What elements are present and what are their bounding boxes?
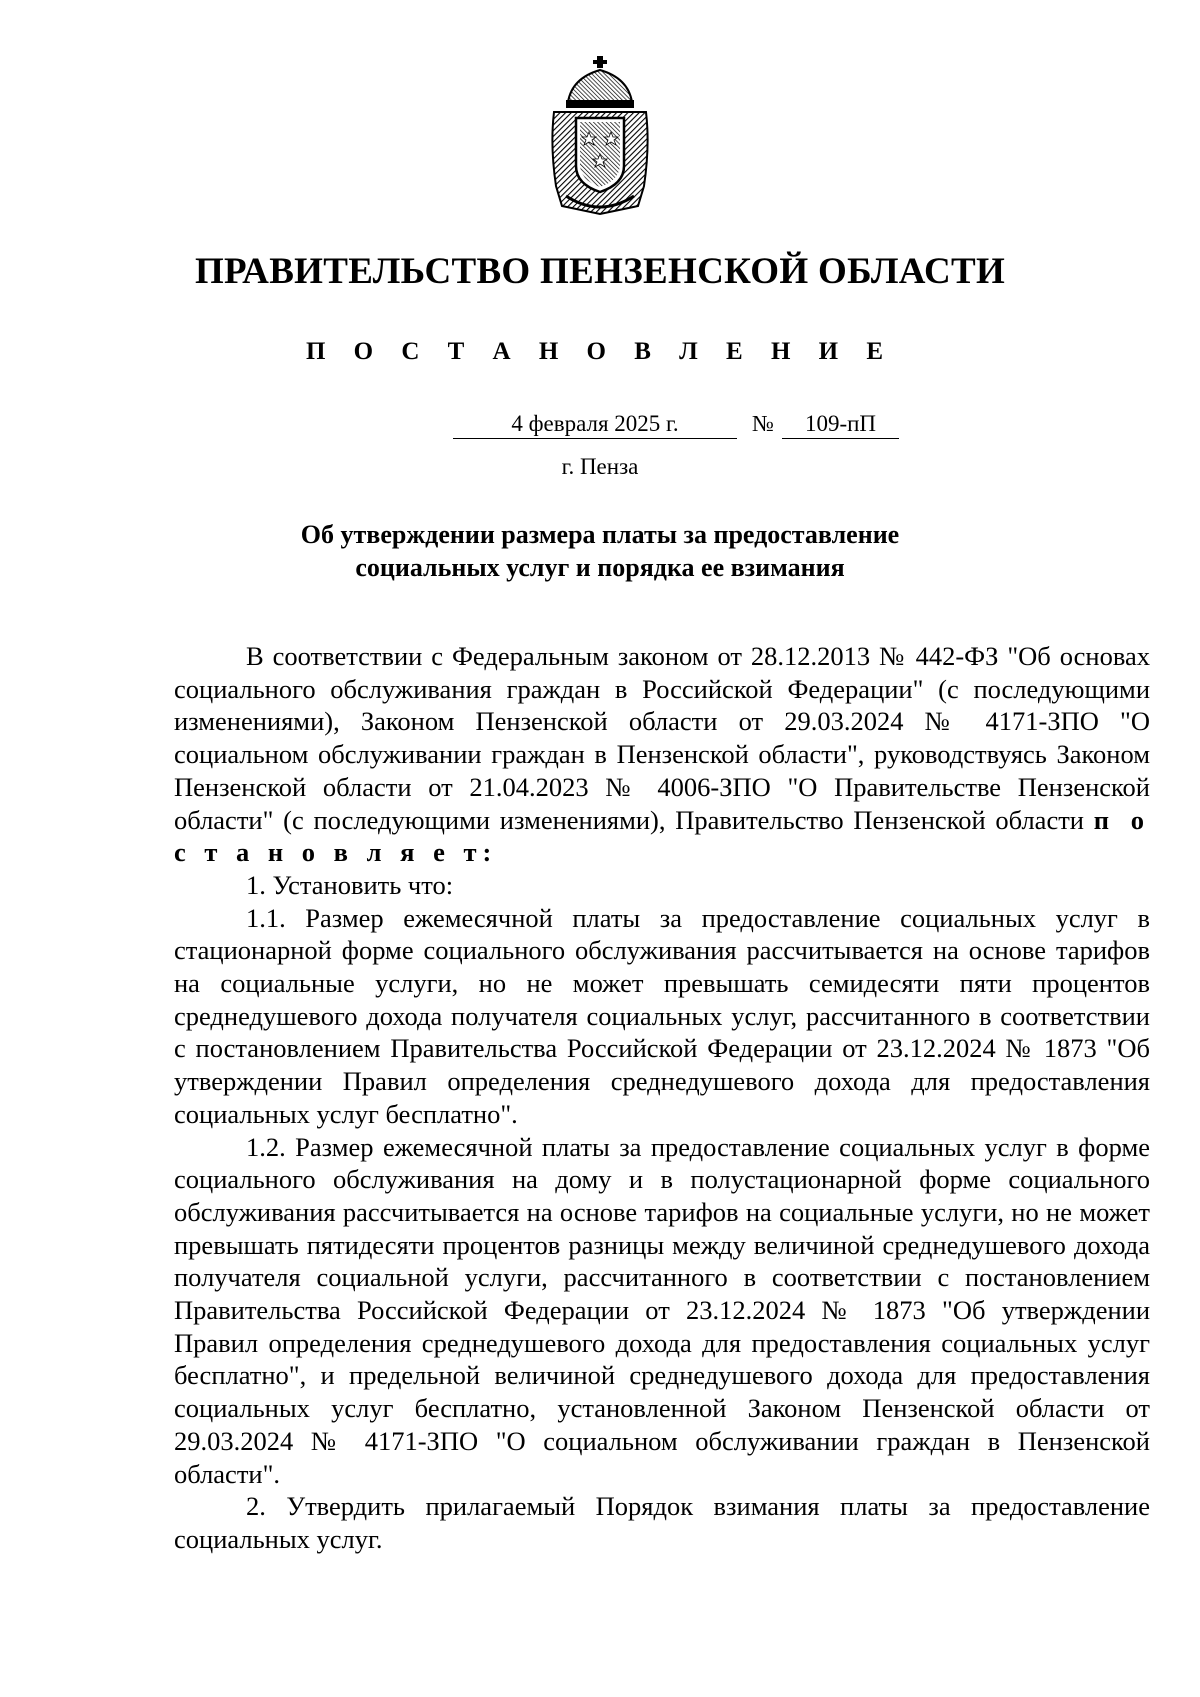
preamble-paragraph [174,640,1150,869]
coat-of-arms-emblem [548,56,652,216]
number-sign: № [752,411,774,436]
document-number: 109-пП [782,410,899,439]
city-line: г. Пенза [561,454,639,479]
item-2-paragraph: 2. Утвердить прилагаемый Порядок взимания платы за предоставление социальных услуг. [174,1491,1150,1554]
document-body [174,640,1150,1556]
organization-heading: ПРАВИТЕЛЬСТВО ПЕНЗЕНСКОЙ ОБЛАСТИ [194,251,1006,292]
preamble-text: В соответствии с Федеральным законом от 28.12.2013 № 442-ФЗ "Об основах социального обслуживания граждан в Российской Федерации" (с последующими изменениями), Законом Пензенской области от 29.03.2024 № 4171-ЗПО "О социальном обслуживании граждан в Пензенской области", руководствуясь Законом Пензенской области от 21.04.2023 № 4006-ЗПО "О Правительстве Пензенской области" (с последующими изменениями), Правительство Пензенской области [174,641,1150,835]
title-line-1: Об утверждении размера платы за предоставление [300,520,900,549]
document-date: 4 февраля 2025 г. [453,410,737,439]
resolves-emphasis: п о с т а н о в л я е т: [174,804,1150,868]
title-line-2: социальных услуг и порядка ее взимания [355,553,845,582]
document-title [0,518,1200,584]
document-type-heading: П О С Т А Н О В Л Е Н И Е [305,338,895,365]
item-1-1-paragraph: 1.1. Размер ежемесячной платы за предоставление социальных услуг в стационарной форме социального обслуживания рассчитывается на основе тарифов на социальные услуги, но не может превышать семидесяти пяти процентов среднедушевого дохода получателя социальных услуг, рассчитанного в соответствии с постановлением Правительства Российской Федерации от 23.12.2024 № 1873 "Об утверждении Правил определения среднедушевого дохода для предоставления социальных услуг бесплатно". [174,902,1150,1129]
item-1-paragraph: 1. Установить что: [246,869,454,900]
item-1-2-paragraph: 1.2. Размер ежемесячной платы за предоставление социальных услуг в форме социального обслуживания на дому и в полустационарной форме социального обслуживания рассчитывается на основе тарифов на социальные услуги, но не может превышать пятидесяти процентов разницы между величиной среднедушевого дохода получателя социальной услуги, рассчитанного в соответствии с постановлением Правительства Российской Федерации от 23.12.2024 № 1873 "Об утверждении Правил определения среднедушевого дохода для предоставления социальных услуг бесплатно", и предельной величиной среднедушевого дохода для предоставления социальных услуг бесплатно, установленной Законом Пензенской области от 29.03.2024 № 4171-ЗПО "О социальном обслуживании граждан в Пензенской области". [174,1131,1150,1489]
